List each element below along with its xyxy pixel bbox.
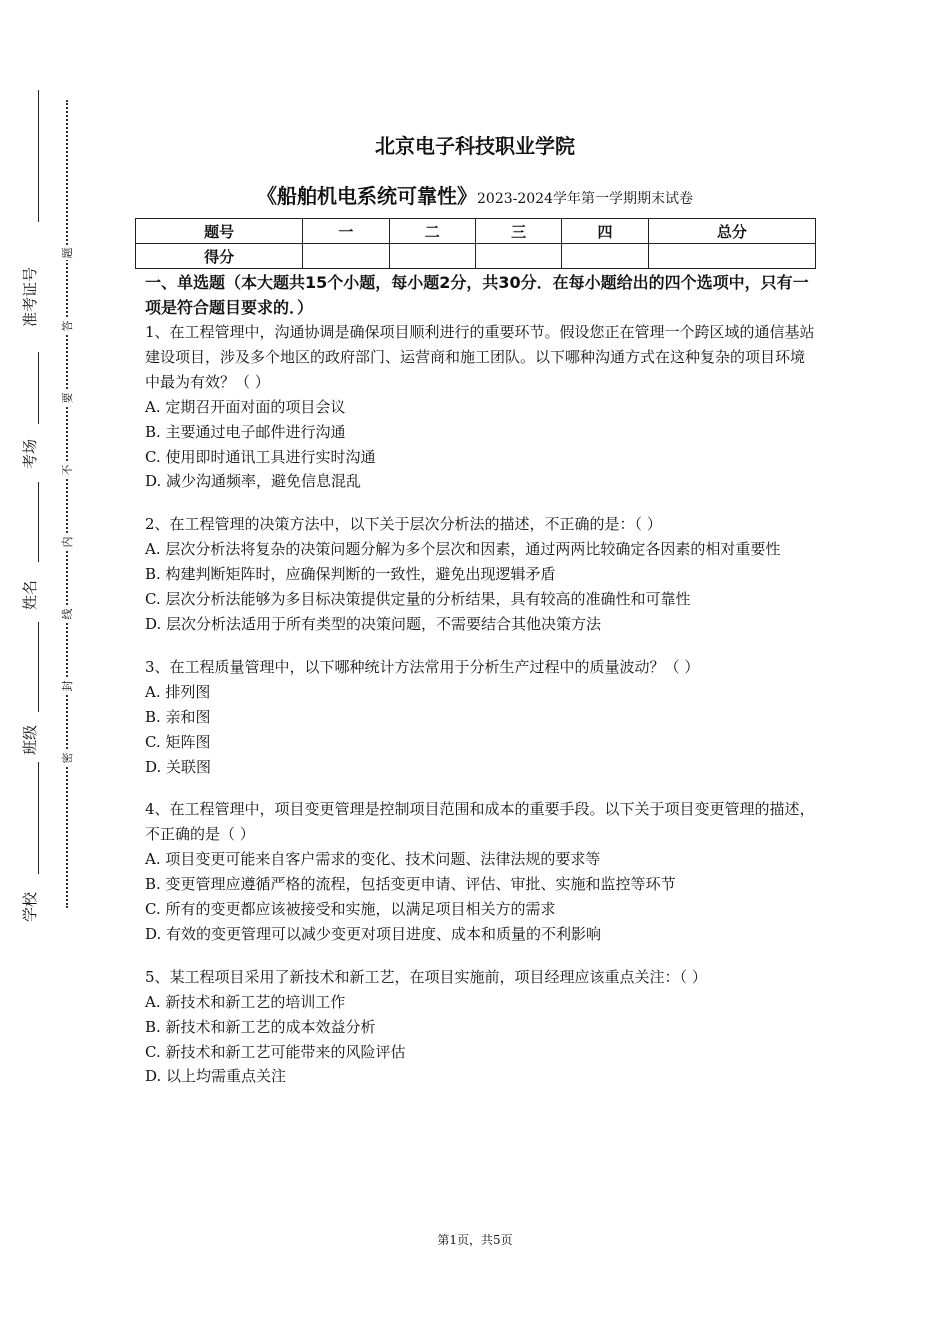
score-input-cell[interactable]	[475, 244, 561, 269]
question-item	[145, 655, 815, 780]
question-list	[145, 320, 815, 1107]
score-input-cell[interactable]	[562, 244, 648, 269]
term-label: 2023-2024学年第一学期期末试卷	[477, 191, 693, 207]
seal-char: 密	[61, 752, 74, 764]
question-stem: 3、在工程质量管理中，以下哪种统计方法常用于分析生产过程中的质量波动？（ ）	[145, 657, 700, 676]
field-line-exam-room[interactable]	[38, 352, 39, 424]
question-item	[145, 320, 815, 494]
field-label-exam-number: 准考证号	[20, 267, 39, 328]
field-label-name: 姓名	[20, 580, 39, 611]
question-option[interactable]: B. 变更管理应遵循严格的流程，包括变更申请、评估、审批、实施和监控等环节	[145, 875, 676, 894]
field-label-class: 班级	[20, 725, 39, 756]
score-input-cell[interactable]	[303, 244, 389, 269]
question-option[interactable]: D. 减少沟通频率，避免信息混乱	[145, 472, 362, 491]
section-heading: 一、单选题（本大题共15个小题，每小题2分，共30分．在每小题给出的四个选项中，只有一项是符合题目要求的．）	[145, 273, 809, 317]
question-item	[145, 797, 815, 946]
score-cell-header: 三	[475, 219, 561, 244]
question-option[interactable]: B. 新技术和新工艺的成本效益分析	[145, 1017, 376, 1036]
score-input-cell[interactable]	[648, 244, 815, 269]
exam-title	[0, 180, 950, 209]
question-item	[145, 512, 815, 637]
score-cell-header: 总分	[648, 219, 815, 244]
question-option[interactable]: A. 层次分析法将复杂的决策问题分解为多个层次和因素，通过两两比较确定各因素的相对重要性	[145, 540, 781, 559]
question-option[interactable]: A. 排列图	[145, 682, 211, 701]
seal-char: 线	[61, 608, 74, 620]
seal-dotted-line	[66, 100, 68, 908]
seal-char: 封	[61, 680, 74, 692]
question-option[interactable]: C. 矩阵图	[145, 732, 211, 751]
seal-char: 题	[61, 247, 74, 259]
field-line-class[interactable]	[38, 622, 39, 712]
field-label-exam-room: 考场	[20, 439, 39, 470]
question-stem: 5、某工程项目采用了新技术和新工艺，在项目实施前，项目经理应该重点关注：（ ）	[145, 967, 707, 986]
question-option[interactable]: A. 定期召开面对面的项目会议	[145, 397, 346, 416]
score-table	[135, 218, 816, 269]
question-item	[145, 965, 815, 1090]
score-input-cell[interactable]	[389, 244, 475, 269]
question-option[interactable]: D. 以上均需重点关注	[145, 1067, 287, 1086]
seal-char: 不	[61, 464, 74, 476]
question-stem: 2、在工程管理的决策方法中，以下关于层次分析法的描述，不正确的是：（ ）	[145, 515, 662, 534]
score-cell-header: 四	[562, 219, 648, 244]
question-option[interactable]: C. 所有的变更都应该被接受和实施，以满足项目相关方的需求	[145, 900, 556, 919]
school-name: 北京电子科技职业学院	[375, 134, 575, 158]
field-line-name[interactable]	[38, 482, 39, 562]
question-option[interactable]: D. 有效的变更管理可以减少变更对项目进度、成本和质量的不利影响	[145, 924, 602, 943]
score-row-label: 得分	[136, 244, 303, 269]
field-label-school: 学校	[20, 892, 39, 923]
seal-char: 答	[61, 320, 74, 332]
score-table-score-row	[136, 244, 816, 269]
field-line-school[interactable]	[38, 762, 39, 874]
score-cell-header: 一	[303, 219, 389, 244]
question-option[interactable]: C. 使用即时通讯工具进行实时沟通	[145, 447, 376, 466]
question-option[interactable]: A. 新技术和新工艺的培训工作	[145, 992, 346, 1011]
question-option[interactable]: B. 亲和图	[145, 707, 211, 726]
question-stem: 4、在工程管理中，项目变更管理是控制项目范围和成本的重要手段。以下关于项目变更管理的描述，不正确的是（ ）	[145, 800, 815, 844]
question-option[interactable]: C. 层次分析法能够为多目标决策提供定量的分析结果，具有较高的准确性和可靠性	[145, 590, 691, 609]
question-stem: 1、在工程管理中，沟通协调是确保项目顺利进行的重要环节。假设您正在管理一个跨区域的通信基站建设项目，涉及多个地区的政府部门、运营商和施工团队。以下哪种沟通方式在这种复杂的项目环境中最为有效？（ ）	[145, 323, 815, 391]
question-option[interactable]: B. 主要通过电子邮件进行沟通	[145, 422, 346, 441]
page-footer: 第1页，共5页	[437, 1233, 513, 1247]
question-option[interactable]: D. 关联图	[145, 757, 212, 776]
question-option[interactable]: C. 新技术和新工艺可能带来的风险评估	[145, 1042, 406, 1061]
score-cell-header: 二	[389, 219, 475, 244]
question-option[interactable]: A. 项目变更可能来自客户需求的变化、技术问题、法律法规的要求等	[145, 850, 601, 869]
question-option[interactable]: B. 构建判断矩阵时，应确保判断的一致性，避免出现逻辑矛盾	[145, 565, 556, 584]
seal-char: 内	[61, 536, 74, 548]
seal-char: 要	[61, 392, 74, 404]
course-name: 《船舶机电系统可靠性》	[257, 184, 477, 208]
question-option[interactable]: D. 层次分析法适用于所有类型的决策问题，不需要结合其他决策方法	[145, 614, 602, 633]
score-table-header-row	[136, 219, 816, 244]
score-cell-header: 题号	[136, 219, 303, 244]
